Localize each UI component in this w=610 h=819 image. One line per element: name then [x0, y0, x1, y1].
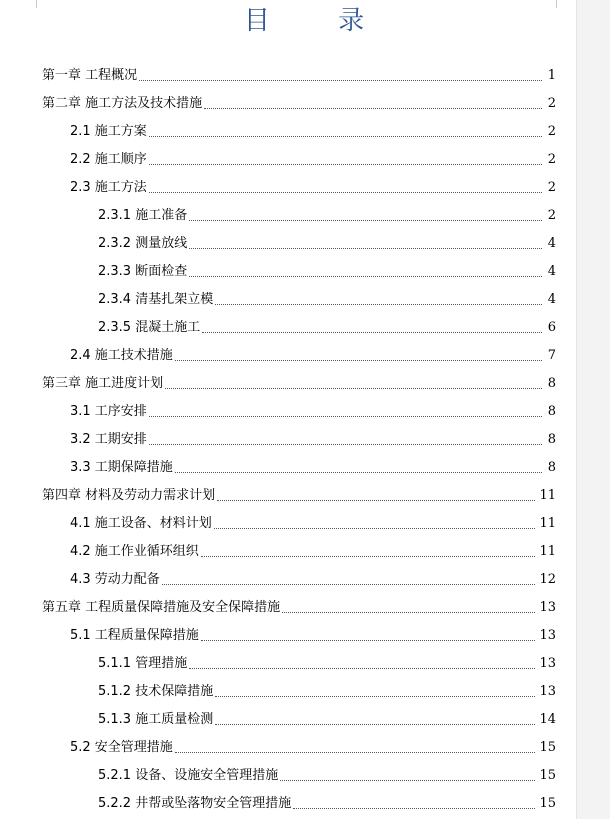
toc-entry-label: 2.3.2 测量放线	[98, 236, 188, 251]
toc-entry-page-number: 2	[547, 96, 556, 111]
toc-entry[interactable]	[0, 622, 576, 650]
toc-entry-label: 2.3.5 混凝土施工	[98, 320, 201, 335]
toc-entry[interactable]	[0, 594, 576, 622]
dot-leader	[175, 752, 536, 753]
toc-entry-page-number: 8	[547, 460, 556, 475]
dot-leader	[162, 584, 536, 585]
toc-entry-page-number: 7	[547, 348, 556, 363]
toc-entry[interactable]	[0, 286, 576, 314]
toc-entry-label: 2.2 施工顺序	[70, 152, 147, 167]
toc-entry[interactable]	[0, 762, 576, 790]
dot-leader	[293, 808, 535, 809]
toc-entry[interactable]	[0, 706, 576, 734]
toc-entry[interactable]	[0, 790, 576, 818]
toc-entry-label: 第一章 工程概况	[42, 68, 138, 83]
dot-leader	[149, 164, 542, 165]
toc-entry[interactable]	[0, 314, 576, 342]
toc-entry[interactable]	[0, 482, 576, 510]
toc-entry-label: 第五章 工程质量保障措施及安全保障措施	[42, 600, 281, 615]
toc-entry-label: 2.4 施工技术措施	[70, 348, 173, 363]
dot-leader	[214, 528, 536, 529]
toc-entry-label: 2.3.3 断面检查	[98, 264, 188, 279]
dot-leader	[149, 444, 542, 445]
dot-leader	[189, 668, 535, 669]
toc-entry[interactable]	[0, 258, 576, 286]
toc-entry[interactable]	[0, 566, 576, 594]
toc-entry[interactable]	[0, 398, 576, 426]
toc-entry-label: 5.1 工程质量保障措施	[70, 628, 199, 643]
dot-leader	[204, 108, 542, 109]
toc-entry-label: 4.3 劳动力配备	[70, 572, 160, 587]
toc-entry-label: 5.2 安全管理措施	[70, 740, 173, 755]
toc-entry[interactable]	[0, 230, 576, 258]
dot-leader	[149, 192, 542, 193]
toc-entry-label: 5.1.3 施工质量检测	[98, 712, 214, 727]
toc-entry-page-number: 13	[539, 628, 556, 643]
toc-entry-label: 2.3.4 清基扎架立模	[98, 292, 214, 307]
toc-entry[interactable]	[0, 146, 576, 174]
toc-entry[interactable]	[0, 426, 576, 454]
dot-leader	[215, 696, 535, 697]
toc-entry-label: 5.2.2 井帮或坠落物安全管理措施	[98, 796, 292, 811]
dot-leader	[215, 724, 535, 725]
scroll-gutter	[576, 0, 610, 819]
toc-entry-page-number: 14	[539, 712, 556, 727]
toc-entry-page-number: 11	[539, 488, 556, 503]
toc-entry-label: 2.1 施工方案	[70, 124, 147, 139]
toc-entry-label: 5.1.2 技术保障措施	[98, 684, 214, 699]
toc-entry[interactable]	[0, 174, 576, 202]
toc-entry[interactable]	[0, 650, 576, 678]
dot-leader	[189, 276, 542, 277]
toc-entry-page-number: 15	[539, 768, 556, 783]
toc-entry-page-number: 15	[539, 740, 556, 755]
toc-entry-label: 3.2 工期安排	[70, 432, 147, 447]
dot-leader	[165, 388, 542, 389]
dot-leader	[215, 304, 542, 305]
toc-entry-page-number: 8	[547, 376, 556, 391]
toc-entry-label: 3.1 工序安排	[70, 404, 147, 419]
toc-entry-page-number: 13	[539, 684, 556, 699]
toc-entry[interactable]	[0, 342, 576, 370]
toc-entry-label: 2.3.1 施工准备	[98, 208, 188, 223]
toc-entry[interactable]	[0, 118, 576, 146]
toc-entry[interactable]	[0, 454, 576, 482]
toc-entry[interactable]	[0, 510, 576, 538]
toc-entry-label: 5.2.1 设备、设施安全管理措施	[98, 768, 279, 783]
toc-entry-page-number: 4	[547, 292, 556, 307]
toc-entry-label: 第二章 施工方法及技术措施	[42, 96, 203, 111]
toc-entry-page-number: 2	[547, 152, 556, 167]
dot-leader	[149, 416, 542, 417]
toc-entry-page-number: 2	[547, 180, 556, 195]
toc-entry-page-number: 13	[539, 656, 556, 671]
toc-entry-page-number: 11	[539, 516, 556, 531]
dot-leader	[189, 248, 542, 249]
toc-entry-page-number: 8	[547, 432, 556, 447]
dot-leader	[201, 640, 536, 641]
toc-entry-label: 第四章 材料及劳动力需求计划	[42, 488, 216, 503]
toc-entry-page-number: 1	[547, 68, 556, 83]
toc-entry-label: 5.1.1 管理措施	[98, 656, 188, 671]
dot-leader	[217, 500, 535, 501]
dot-leader	[189, 220, 542, 221]
toc-title: 目 录	[243, 6, 395, 36]
toc-entry[interactable]	[0, 90, 576, 118]
dot-leader	[139, 80, 542, 81]
toc-entry-label: 第三章 施工进度计划	[42, 376, 164, 391]
toc-entry-page-number: 11	[539, 544, 556, 559]
toc-entry-label: 2.3 施工方法	[70, 180, 147, 195]
toc-entry-page-number: 2	[547, 124, 556, 139]
dot-leader	[202, 332, 542, 333]
toc-entry-label: 4.2 施工作业循环组织	[70, 544, 199, 559]
toc-entry[interactable]	[0, 734, 576, 762]
toc-entry-page-number: 4	[547, 236, 556, 251]
toc-entry-page-number: 6	[547, 320, 556, 335]
toc-entry[interactable]	[0, 678, 576, 706]
toc-entry[interactable]	[0, 538, 576, 566]
dot-leader	[280, 780, 535, 781]
toc-entry-page-number: 2	[547, 208, 556, 223]
toc-entry-page-number: 15	[539, 796, 556, 811]
toc-entry-label: 4.1 施工设备、材料计划	[70, 516, 212, 531]
dot-leader	[282, 612, 535, 613]
toc-entry[interactable]	[0, 202, 576, 230]
toc-entry-page-number: 12	[539, 572, 556, 587]
toc-entry-page-number: 8	[547, 404, 556, 419]
toc-entry[interactable]	[0, 370, 576, 398]
toc-entry[interactable]	[0, 62, 576, 90]
dot-leader	[175, 472, 542, 473]
toc-entry-page-number: 4	[547, 264, 556, 279]
dot-leader	[201, 556, 536, 557]
toc-list	[0, 62, 576, 818]
dot-leader	[149, 136, 542, 137]
toc-entry-label: 3.3 工期保障措施	[70, 460, 173, 475]
toc-entry-page-number: 13	[539, 600, 556, 615]
dot-leader	[175, 360, 542, 361]
